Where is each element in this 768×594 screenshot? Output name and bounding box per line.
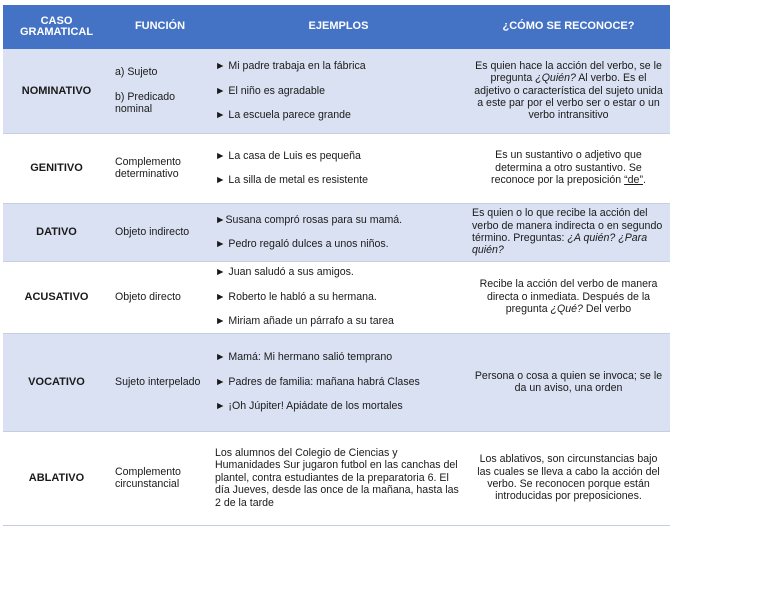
recognize-text-cont: Al verbo. Es el adjetivo o característica del sujeto unida a este par por el verbo ser o estar o un verbo intransitivo [474,72,663,122]
table-row [3,133,670,203]
example-text: ► ¡Oh Júpiter! Apiádate de los mortales [215,400,403,413]
header-row [3,5,670,49]
examples-cell [210,431,467,525]
table-row [3,333,670,431]
function-text: a) Sujeto [115,66,158,79]
recognize-cell [467,203,670,261]
case-cell: NOMINATIVO [3,49,110,133]
example-text: ► La casa de Luis es pequeña [215,149,361,162]
example-text: ► Mi padre trabaja en la fábrica [215,60,366,73]
grammatical-cases-table [3,5,670,526]
function-text: b) Predicado nominal [115,90,176,115]
recognize-question: ¿Quién? [535,72,576,85]
examples-cell [210,333,467,431]
function-cell [110,203,210,261]
example-text: Los alumnos del Colegio de Ciencias y Humanidades Sur jugaron futbol en las canchas del plantel, contra estudiantes de la preparatoria 6. El día Jueves, desde las once de la mañana, hasta las 2 de la tarde [215,446,459,509]
table-row [3,261,670,333]
example-text: ► La escuela parece grande [215,108,351,121]
function-cell [110,333,210,431]
recognize-question: ¿Qué? [550,303,583,316]
recognize-cell [467,431,670,525]
function-text: Complemento circunstancial [115,465,181,490]
table-row [3,203,670,261]
recognize-text-cont: . [642,174,646,187]
case-cell: VOCATIVO [3,333,110,431]
examples-cell [210,261,467,333]
example-text: ► La silla de metal es resistente [215,174,368,186]
examples-cell [210,133,467,203]
function-cell [110,431,210,525]
recognize-text: Los ablativos, son circunstancias bajo las cuales se lleva a cabo la acción del verbo. Se reconocen porque están introducidas por preposiciones. [477,453,660,503]
header-case: CASO GRAMATICAL [3,5,110,49]
function-text: Objeto directo [115,290,181,303]
header-recognize: ¿CÓMO SE RECONOCE? [467,5,670,49]
example-text: ► Miriam añade un párrafo a su tarea [215,315,394,328]
function-cell [110,49,210,133]
case-cell: ACUSATIVO [3,261,110,333]
function-cell [110,133,210,203]
function-text: Sujeto interpelado [115,375,201,388]
table-row [3,49,670,133]
recognize-text: Persona o cosa a quien se invoca; se le da un aviso, una orden [474,369,663,394]
case-cell: GENITIVO [3,133,110,203]
header-examples: EJEMPLOS [210,5,467,49]
case-cell: DATIVO [3,203,110,261]
recognize-question: ¿A quién? ¿Para quién? [472,232,648,257]
function-text: Complemento determinativo [115,155,181,180]
recognize-cell [467,333,670,431]
recognize-text-cont: Del verbo [582,303,632,316]
function-text: Objeto indirecto [115,225,190,238]
recognize-text: Es quien o lo que recibe la acción del verbo de manera indirecta o en segundo término. Preguntas: [472,207,663,244]
example-text: ► Roberto le habló a su hermana. [215,290,377,303]
recognize-text: Es un sustantivo o adjetivo que determina a otro sustantivo. Se reconoce por la preposición [491,149,642,187]
recognize-cell [467,261,670,333]
example-text: ► El niño es agradable [215,84,326,97]
recognize-cell [467,49,670,133]
recognize-preposition: “de” [624,174,643,187]
header-function: FUNCIÓN [110,5,210,49]
recognize-text: Recibe la acción del verbo de manera directa o inmediata. Después de la pregunta [479,278,658,316]
recognize-cell [467,133,670,203]
example-text: ► Pedro regaló dulces a unos niños. [215,238,389,250]
recognize-text: Es quien hace la acción del verbo, se le pregunta [475,59,662,85]
examples-cell [210,203,467,261]
example-text: ►Susana compró rosas para su mamá. [215,213,403,226]
example-text: ► Juan saludó a sus amigos. [215,266,354,279]
case-cell: ABLATIVO [3,431,110,525]
example-text: ► Padres de familia: mañana habrá Clases [215,375,420,388]
example-text: ► Mamá: Mi hermano salió temprano [215,351,393,364]
table-row [3,431,670,525]
function-cell [110,261,210,333]
examples-cell [210,49,467,133]
